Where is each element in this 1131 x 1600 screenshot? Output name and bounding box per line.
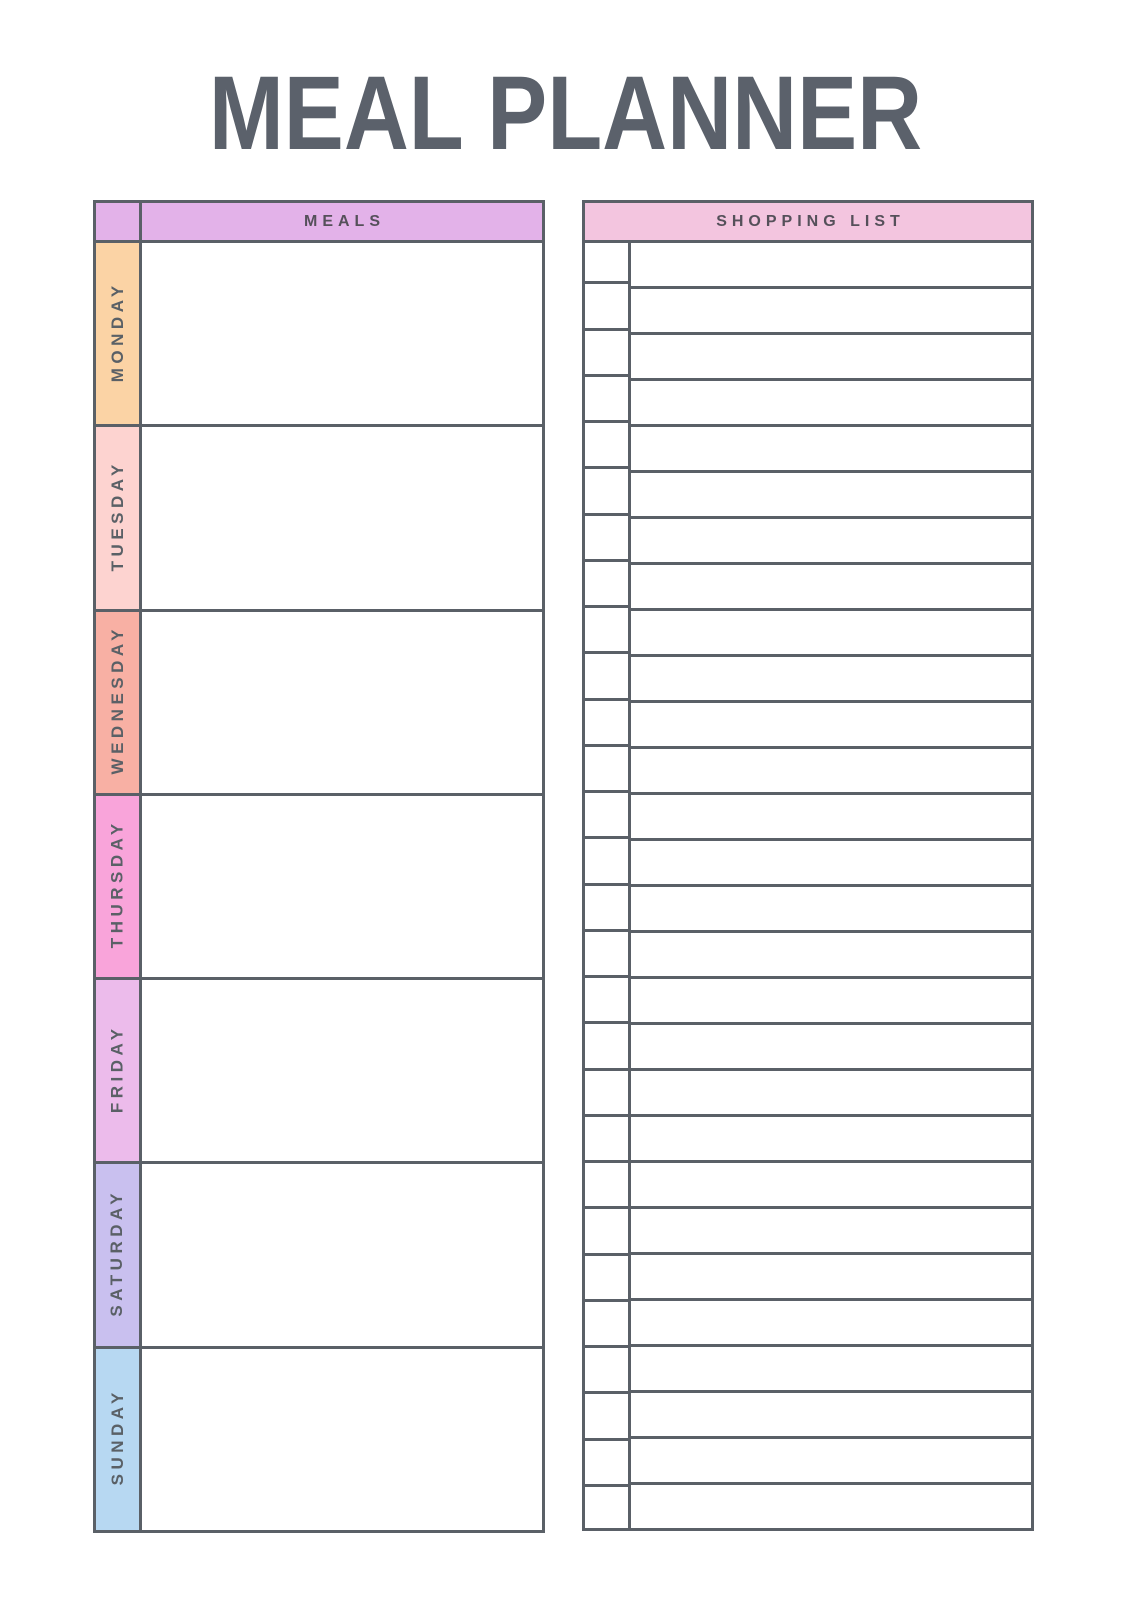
day-row-sunday: [96, 1349, 542, 1530]
shopping-checkbox[interactable]: [585, 1394, 628, 1440]
shopping-list-header: [585, 203, 1031, 243]
shopping-checkbox[interactable]: [585, 1163, 628, 1209]
shopping-item-row[interactable]: [631, 473, 1031, 519]
shopping-item-row[interactable]: [631, 1071, 1031, 1117]
day-row-tuesday: [96, 427, 542, 611]
shopping-item-row[interactable]: [631, 1117, 1031, 1163]
meals-header: [96, 203, 542, 243]
day-label-text: MONDAY: [107, 280, 127, 382]
day-row-thursday: [96, 796, 542, 980]
shopping-item-row[interactable]: [631, 1301, 1031, 1347]
shopping-item-row[interactable]: [631, 335, 1031, 381]
meal-cell-monday[interactable]: [142, 243, 542, 424]
shopping-item-row[interactable]: [631, 519, 1031, 565]
shopping-item-row[interactable]: [631, 243, 1031, 289]
shopping-list-table: [582, 200, 1034, 1531]
shopping-checkbox[interactable]: [585, 331, 628, 377]
shopping-checkbox[interactable]: [585, 932, 628, 978]
day-label-friday: [96, 980, 142, 1161]
shopping-item-row[interactable]: [631, 887, 1031, 933]
day-label-saturday: [96, 1164, 142, 1345]
shopping-item-row[interactable]: [631, 611, 1031, 657]
day-label-tuesday: [96, 427, 142, 608]
meal-cell-thursday[interactable]: [142, 796, 542, 977]
shopping-item-row[interactable]: [631, 381, 1031, 427]
shopping-checkbox-column: [585, 243, 628, 1528]
shopping-item-row[interactable]: [631, 749, 1031, 795]
shopping-item-row[interactable]: [631, 933, 1031, 979]
page-title: MEAL PLANNER: [208, 56, 923, 173]
shopping-checkbox[interactable]: [585, 423, 628, 469]
shopping-checkbox[interactable]: [585, 243, 628, 284]
meal-cell-friday[interactable]: [142, 980, 542, 1161]
shopping-checkbox[interactable]: [585, 1348, 628, 1394]
shopping-checkbox[interactable]: [585, 978, 628, 1024]
shopping-list-header-label: SHOPPING LIST: [716, 212, 905, 230]
day-label-sunday: [96, 1349, 142, 1530]
meal-cell-sunday[interactable]: [142, 1349, 542, 1530]
day-row-wednesday: [96, 612, 542, 796]
shopping-checkbox[interactable]: [585, 654, 628, 700]
shopping-item-row[interactable]: [631, 795, 1031, 841]
day-label-monday: [96, 243, 142, 424]
shopping-checkbox[interactable]: [585, 1302, 628, 1348]
shopping-item-row[interactable]: [631, 289, 1031, 335]
shopping-checkbox[interactable]: [585, 562, 628, 608]
shopping-checkbox[interactable]: [585, 793, 628, 839]
shopping-item-row[interactable]: [631, 841, 1031, 887]
day-label-text: SATURDAY: [107, 1188, 127, 1317]
shopping-item-row[interactable]: [631, 1255, 1031, 1301]
day-row-saturday: [96, 1164, 542, 1348]
shopping-item-row[interactable]: [631, 1485, 1031, 1528]
shopping-checkbox[interactable]: [585, 1256, 628, 1302]
shopping-item-row[interactable]: [631, 1025, 1031, 1071]
shopping-checkbox[interactable]: [585, 886, 628, 932]
day-label-text: SUNDAY: [107, 1388, 127, 1486]
shopping-checkbox[interactable]: [585, 1071, 628, 1117]
day-label-text: TUESDAY: [107, 460, 127, 572]
shopping-checkbox[interactable]: [585, 1209, 628, 1255]
shopping-checkbox[interactable]: [585, 377, 628, 423]
shopping-item-row[interactable]: [631, 703, 1031, 749]
day-row-friday: [96, 980, 542, 1164]
shopping-item-row[interactable]: [631, 1439, 1031, 1485]
shopping-item-row[interactable]: [631, 1163, 1031, 1209]
meals-header-corner-cell: [96, 203, 142, 240]
shopping-item-row[interactable]: [631, 1393, 1031, 1439]
shopping-checkbox[interactable]: [585, 747, 628, 793]
shopping-item-row[interactable]: [631, 657, 1031, 703]
shopping-item-row[interactable]: [631, 1347, 1031, 1393]
day-label-text: THURSDAY: [107, 819, 127, 949]
shopping-checkbox[interactable]: [585, 1441, 628, 1487]
day-label-thursday: [96, 796, 142, 977]
shopping-checkbox[interactable]: [585, 469, 628, 515]
shopping-checkbox[interactable]: [585, 284, 628, 330]
shopping-item-row[interactable]: [631, 1209, 1031, 1255]
shopping-item-row[interactable]: [631, 565, 1031, 611]
shopping-checkbox[interactable]: [585, 1117, 628, 1163]
shopping-checkbox[interactable]: [585, 701, 628, 747]
meal-cell-wednesday[interactable]: [142, 612, 542, 793]
meal-cell-saturday[interactable]: [142, 1164, 542, 1345]
shopping-item-row[interactable]: [631, 979, 1031, 1025]
day-label-text: FRIDAY: [107, 1024, 127, 1113]
day-row-monday: [96, 243, 542, 427]
shopping-checkbox[interactable]: [585, 608, 628, 654]
meal-cell-tuesday[interactable]: [142, 427, 542, 608]
meals-header-label: MEALS: [304, 212, 385, 230]
shopping-list-body: [585, 243, 1031, 1528]
meals-table: [93, 200, 545, 1533]
shopping-checkbox[interactable]: [585, 1487, 628, 1528]
meals-body: [96, 243, 542, 1530]
day-label-text: WEDNESDAY: [107, 625, 127, 775]
shopping-checkbox[interactable]: [585, 1024, 628, 1070]
day-label-wednesday: [96, 612, 142, 793]
shopping-checkbox[interactable]: [585, 516, 628, 562]
shopping-item-row[interactable]: [631, 427, 1031, 473]
shopping-checkbox[interactable]: [585, 839, 628, 885]
shopping-item-column: [631, 243, 1031, 1528]
